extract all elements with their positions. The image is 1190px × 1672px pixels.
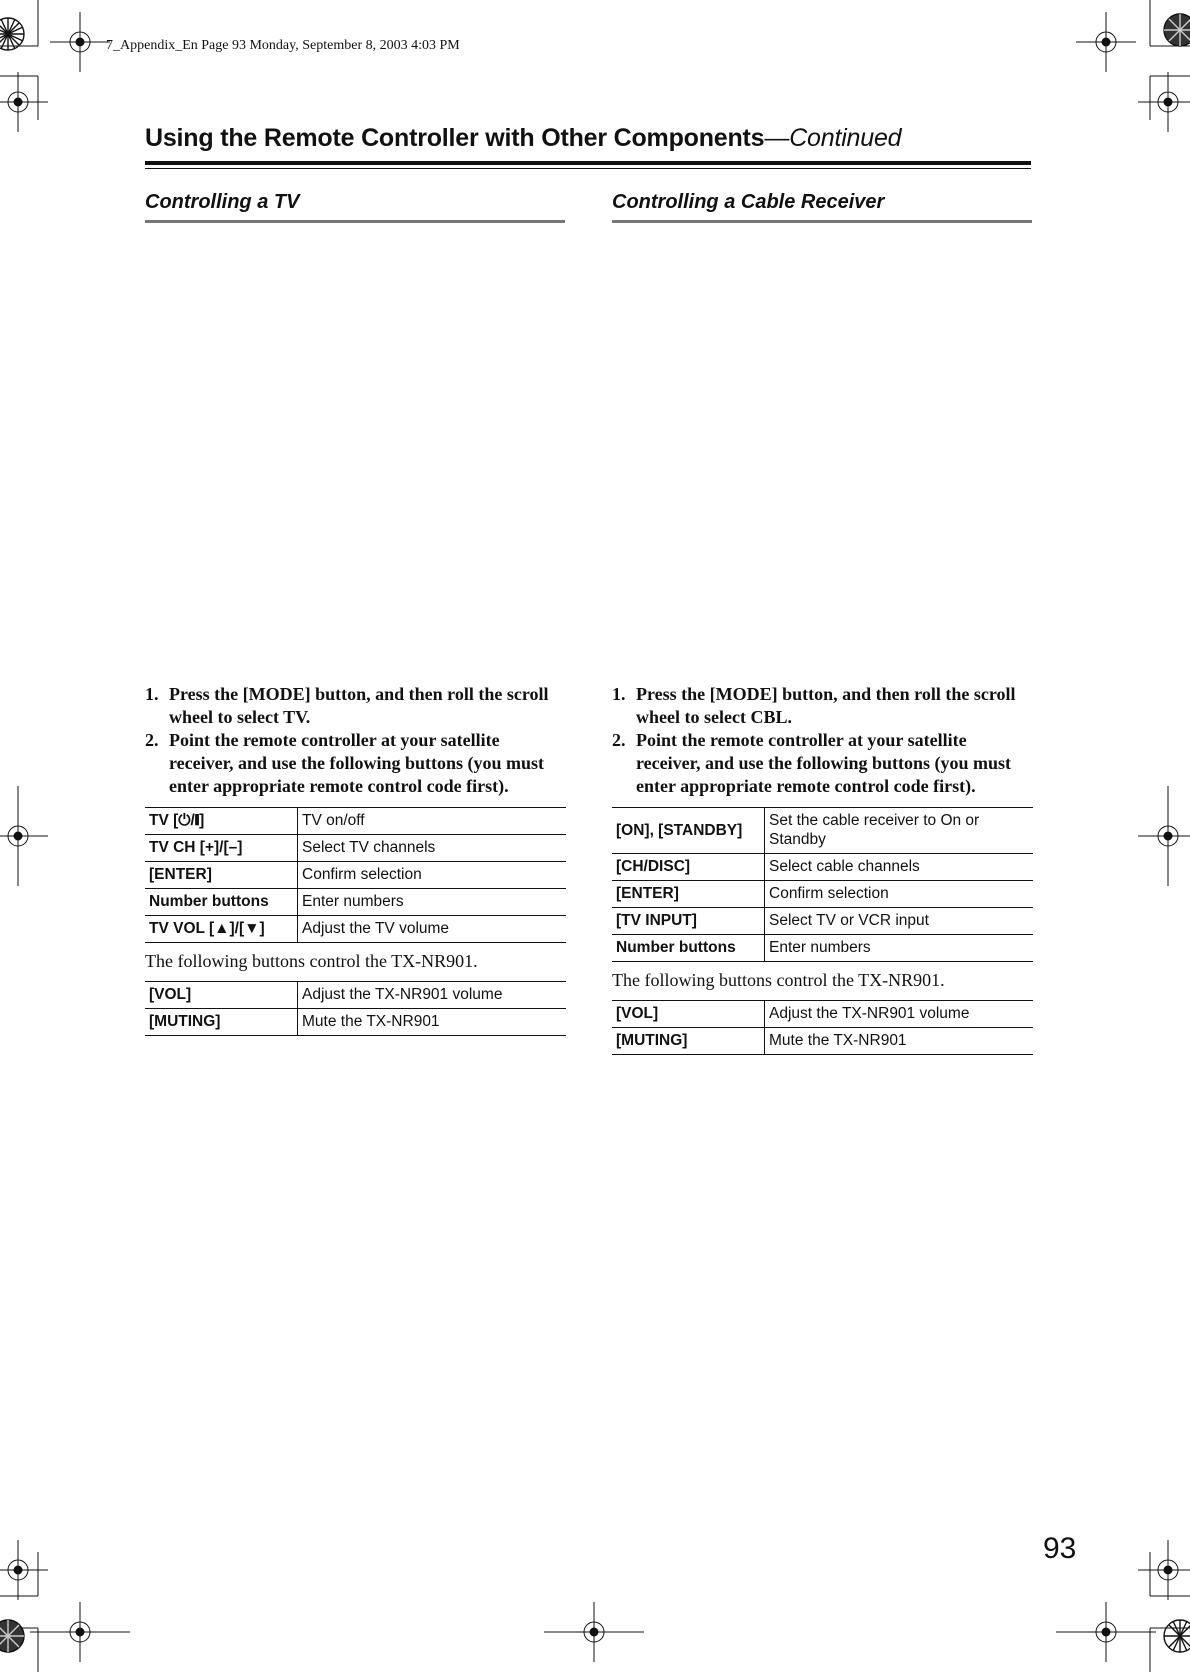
table-row — [145, 808, 566, 835]
page-title — [145, 124, 901, 153]
table-row — [145, 835, 566, 862]
table-row — [145, 916, 566, 943]
print-slug: 7_Appendix_En Page 93 Monday, September 8, 2003 4:03 PM — [106, 38, 460, 53]
registration-target-icon — [30, 1602, 130, 1662]
step-text: Press the [MODE] button, and then roll the scroll wheel to select CBL. — [636, 684, 1016, 727]
tv-steps — [145, 683, 565, 798]
button-description: Adjust the TX-NR901 volume — [298, 982, 567, 1009]
button-description: Adjust the TV volume — [298, 916, 567, 943]
button-key: TV VOL [▲]/[▼] — [145, 916, 298, 943]
page-title-continued: —Continued — [764, 124, 902, 152]
table-row — [612, 854, 1033, 881]
cable-receiver-button-table — [612, 1000, 1033, 1055]
page-number: 93 — [1043, 1532, 1077, 1565]
table-row — [145, 1009, 566, 1036]
button-description: Enter numbers — [298, 889, 567, 916]
table-row — [612, 808, 1033, 854]
step-number: 1. — [145, 684, 159, 704]
registration-target-icon — [1056, 1602, 1156, 1662]
section-rule-tv — [145, 220, 565, 223]
button-key: [CH/DISC] — [612, 854, 765, 881]
list-item — [145, 729, 565, 798]
step-number: 1. — [612, 684, 626, 704]
starburst-mark-icon — [1156, 10, 1190, 50]
table-row — [145, 862, 566, 889]
registration-target-icon — [50, 12, 110, 72]
page-title-main: Using the Remote Controller with Other Components — [145, 124, 765, 152]
tv-button-table — [145, 807, 566, 943]
starburst-mark-icon — [0, 1616, 40, 1656]
step-text: Point the remote controller at your satellite receiver, and use the following buttons (you must enter appropriate remote control code first). — [636, 730, 1012, 796]
table-row — [612, 935, 1033, 962]
button-description: Adjust the TX-NR901 volume — [765, 1001, 1034, 1028]
registration-target-icon — [1076, 12, 1136, 72]
button-key: TV [⏻/❙] — [145, 808, 298, 835]
button-description: Select cable channels — [765, 854, 1034, 881]
button-key: TV CH [+]/[–] — [145, 835, 298, 862]
registration-target-icon — [0, 1540, 48, 1600]
button-description: Enter numbers — [765, 935, 1034, 962]
table-row — [145, 889, 566, 916]
registration-target-icon — [544, 1602, 644, 1662]
step-text: Point the remote controller at your satellite receiver, and use the following buttons (you must enter appropriate remote control code first). — [169, 730, 545, 796]
button-key: Number buttons — [612, 935, 765, 962]
tv-section — [145, 683, 565, 1036]
cable-receiver-note: The following buttons control the TX-NR901. — [612, 970, 945, 990]
section-rule-cable — [612, 220, 1032, 223]
registration-target-icon — [0, 72, 48, 132]
table-row — [145, 982, 566, 1009]
table-row — [612, 1028, 1033, 1055]
step-text: Press the [MODE] button, and then roll the scroll wheel to select TV. — [169, 684, 549, 727]
list-item — [612, 683, 1032, 729]
button-description: Confirm selection — [298, 862, 567, 889]
button-description: Confirm selection — [765, 881, 1034, 908]
cable-button-table — [612, 807, 1033, 962]
tv-receiver-button-table — [145, 981, 566, 1036]
button-key: [ENTER] — [145, 862, 298, 889]
registration-target-icon — [1138, 786, 1190, 886]
step-number: 2. — [145, 730, 159, 750]
button-description: Select TV channels — [298, 835, 567, 862]
step-number: 2. — [612, 730, 626, 750]
button-key: [ON], [STANDBY] — [612, 808, 765, 854]
cable-steps — [612, 683, 1032, 798]
button-key: Number buttons — [145, 889, 298, 916]
starburst-mark-icon — [1156, 1616, 1190, 1656]
table-row — [612, 881, 1033, 908]
title-rule-thin — [145, 168, 1031, 169]
registration-target-icon — [1138, 72, 1190, 132]
cable-section — [612, 683, 1032, 1055]
table-row — [612, 908, 1033, 935]
button-key: [MUTING] — [145, 1009, 298, 1036]
section-heading-cable: Controlling a Cable Receiver — [612, 191, 885, 213]
table-row — [612, 1001, 1033, 1028]
tv-receiver-note: The following buttons control the TX-NR901. — [145, 951, 478, 971]
starburst-mark-icon — [0, 14, 40, 54]
registration-target-icon — [1138, 1540, 1190, 1600]
list-item — [145, 683, 565, 729]
button-key: [VOL] — [145, 982, 298, 1009]
button-description: Select TV or VCR input — [765, 908, 1034, 935]
button-key: [ENTER] — [612, 881, 765, 908]
registration-target-icon — [0, 786, 48, 886]
button-description: Mute the TX-NR901 — [298, 1009, 567, 1036]
list-item — [612, 729, 1032, 798]
button-key: [VOL] — [612, 1001, 765, 1028]
section-heading-tv: Controlling a TV — [145, 191, 300, 213]
button-key: [MUTING] — [612, 1028, 765, 1055]
button-description: Mute the TX-NR901 — [765, 1028, 1034, 1055]
button-description: TV on/off — [298, 808, 567, 835]
button-description: Set the cable receiver to On or Standby — [765, 808, 1034, 854]
button-key: [TV INPUT] — [612, 908, 765, 935]
title-rule — [145, 161, 1031, 165]
